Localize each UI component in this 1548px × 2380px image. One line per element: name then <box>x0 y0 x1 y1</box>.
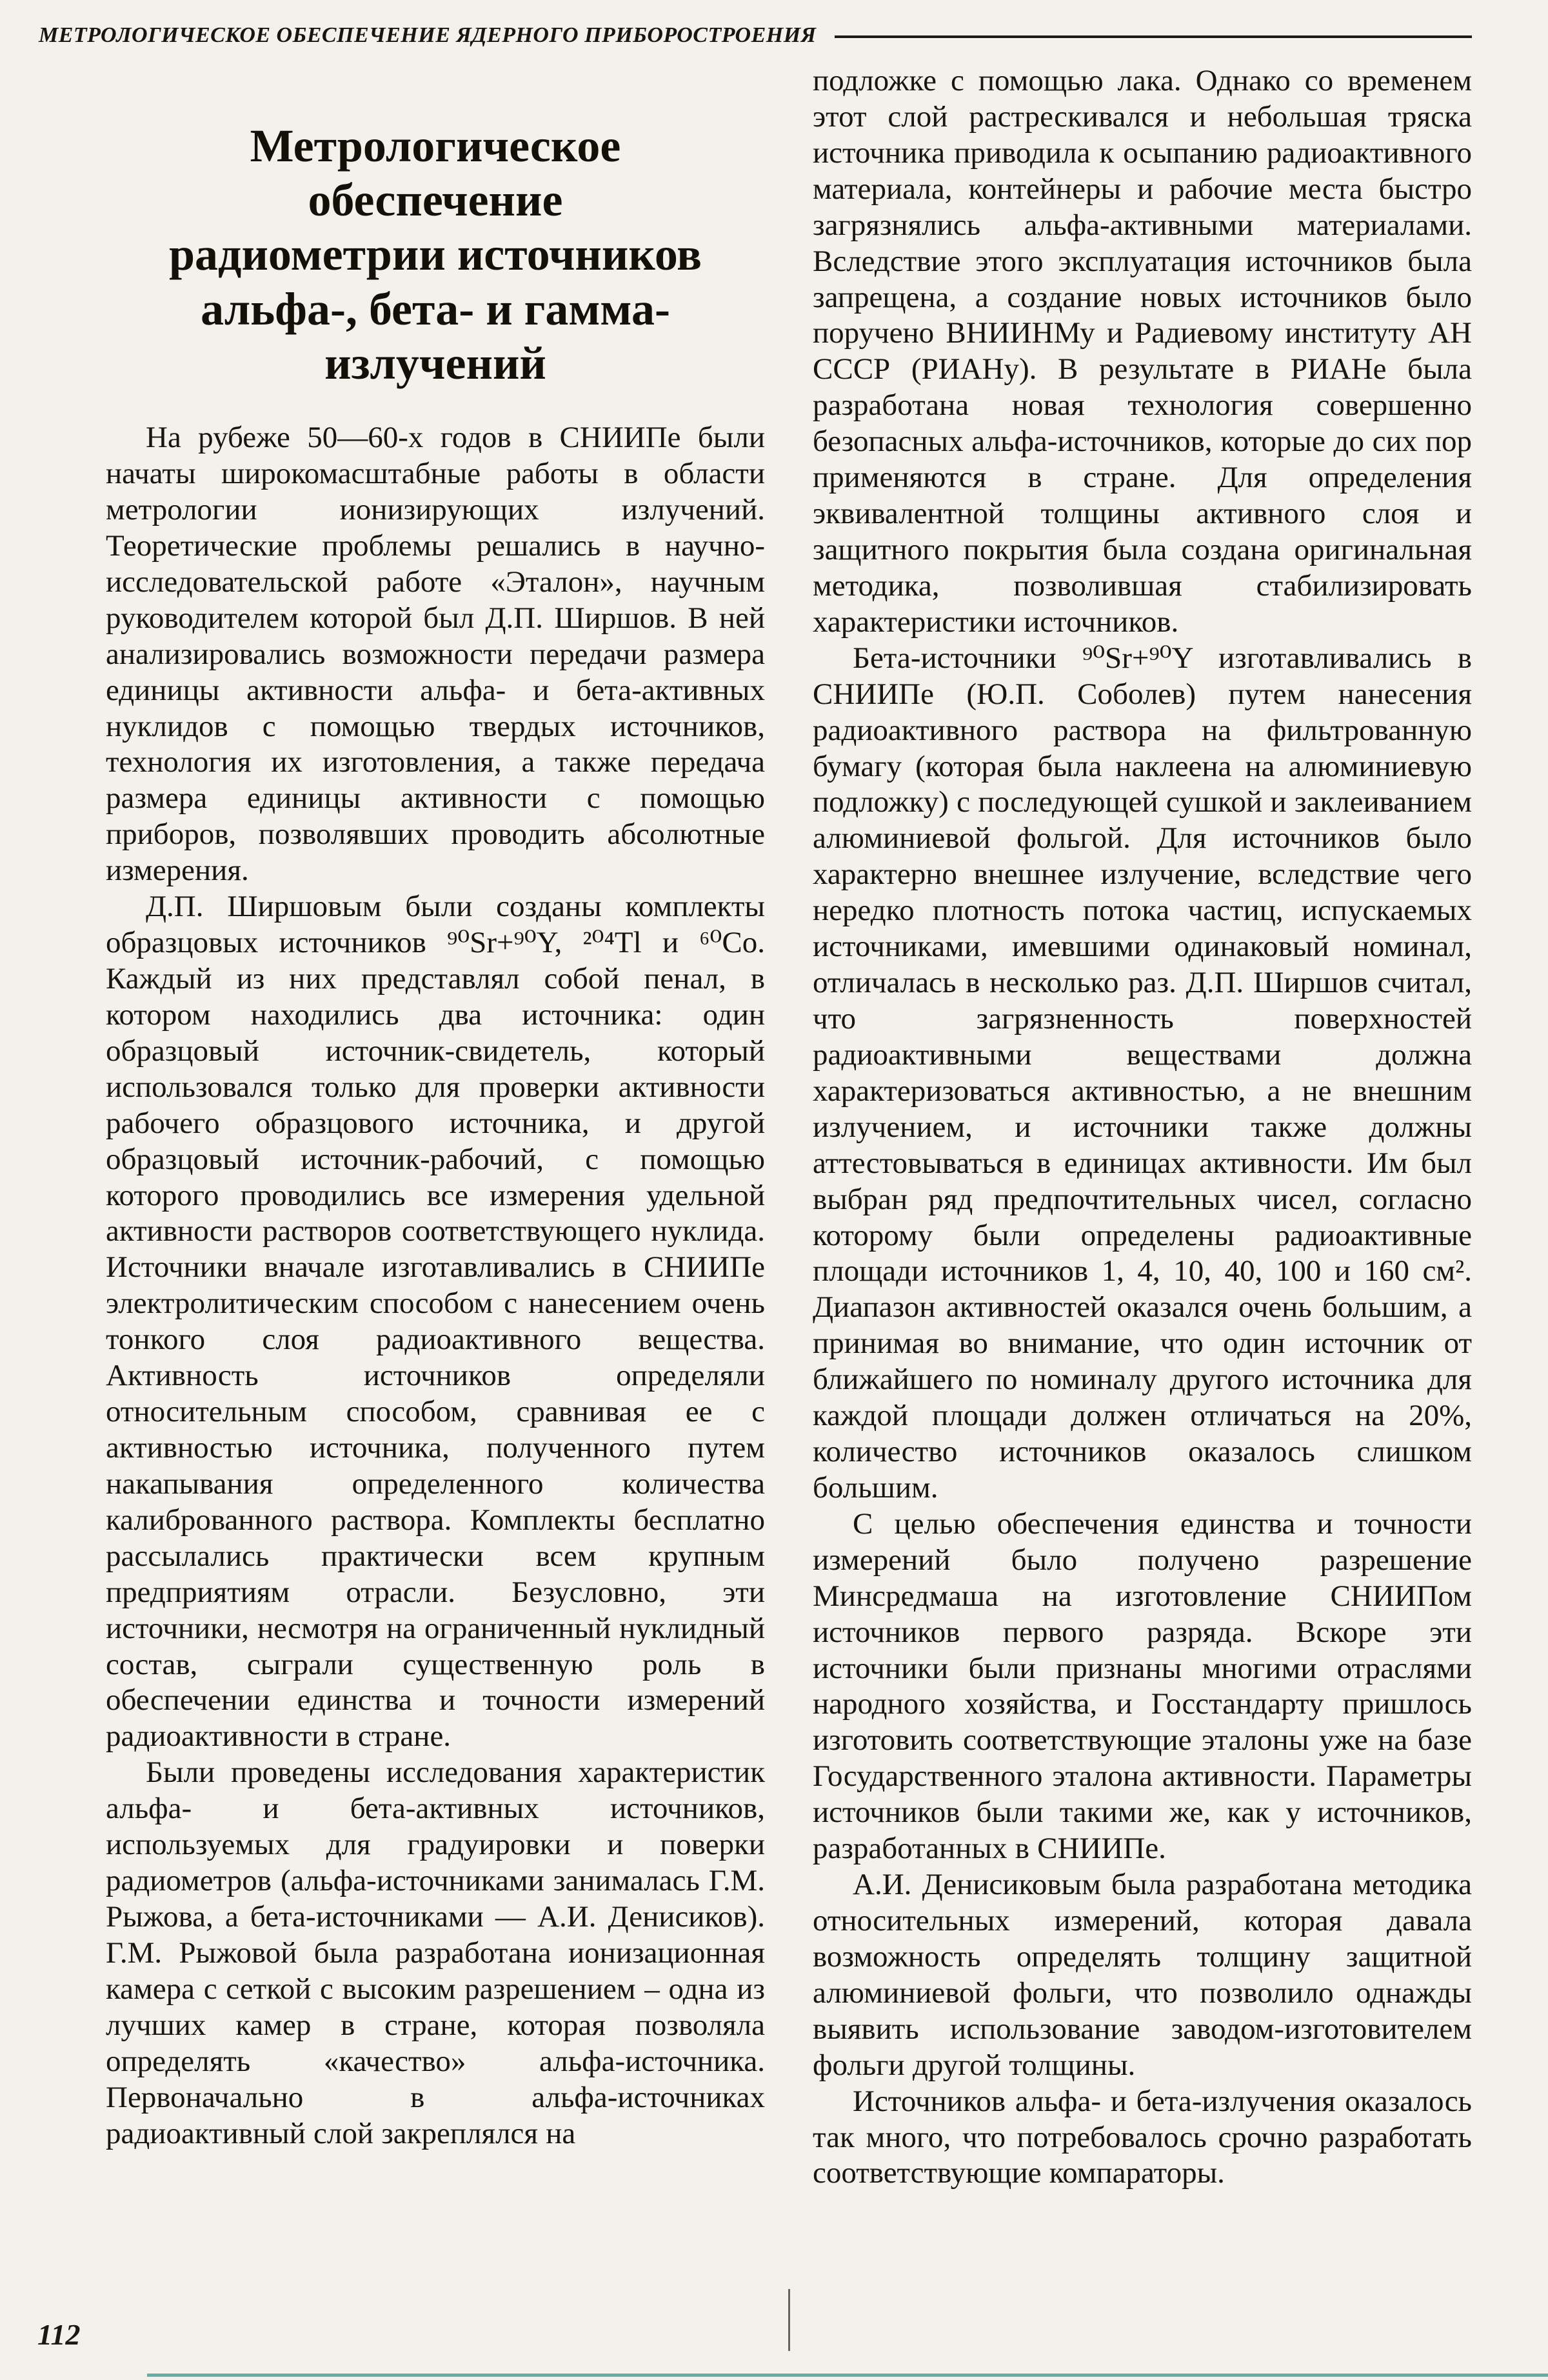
paragraph: А.И. Денисиковым была разработана методика относительных измерений, которая давала возможность определять толщину защитной алюминиевой фольги, что позволило однажды выявить использование заводом-изготовителем фольги другой толщины. <box>813 1868 1472 2082</box>
left-column <box>106 63 765 2192</box>
scan-artifact-bottom-line <box>147 2374 1548 2377</box>
paragraph: На рубеже 50—60-х годов в СНИИПе были начаты широкомасштабные работы в области метрологии ионизирующих излучений. Теоретические проблемы решались в научно-исследовательской работе «Эталон», научным руководителем которой был Д.П. Ширшов. В ней анализировались возможности передачи размера единицы активности альфа- и бета-активных нуклидов с помощью твердых источников, технология их изготовления, а также передача размера единицы активности с помощью приборов, позволявших проводить абсолютные измерения. <box>106 421 765 888</box>
paragraph: Были проведены исследования характеристик альфа- и бета-активных источников, используемых для градуировки и поверки радиометров (альфа-источниками занималась Г.М. Рыжова, а бета-источниками — А.И. Денисиков). Г.М. Рыжовой была разработана ионизационная камера с сеткой с высоким разрешением – одна из лучших камер в стране, которая позволяла определять «качество» альфа-источника. Первоначально в альфа-источниках радиоактивный слой закреплялся на <box>106 1755 765 2150</box>
title-line: обеспечение <box>308 174 563 226</box>
title-line: Метрологическое <box>250 120 621 172</box>
page-number: 112 <box>37 2318 81 2351</box>
paragraph: Источников альфа- и бета-излучения оказалось так много, что потребовалось срочно разработать соответствующие компараторы. <box>813 2084 1472 2190</box>
paragraph: С целью обеспечения единства и точности измерений было получено разрешение Минсредмаша на изготовление СНИИПом источников первого разряда. Вскоре эти источники были признаны многими отраслями народного хозяйства, и Госстандарту пришлось изготовить соответствующие эталоны уже на базе Государственного эталона активности. Параметры источников были такими же, как у источников, разработанных в СНИИПе. <box>813 1506 1472 1866</box>
title-line: излучений <box>324 337 546 389</box>
paragraph-continuation: подложке с помощью лака. Однако со временем этот слой растрескивался и небольшая тряска источника приводила к осыпанию радиоактивного материала, контейнеры и рабочие места быстро загрязнялись альфа-активными материалами. Вследствие этого эксплуатация источников была запрещена, а создание новых источников было поручено ВНИИНМу и Радиевому институту АН СССР (РИАНу). В результате в РИАНе была разработана новая технология совершенно безопасных альфа-источников, которые до сих пор применяются в стране. Для определения эквивалентной толщины активного слоя и защитного покрытия была создана оригинальная методика, позволившая стабилизировать характеристики источников. <box>813 64 1472 639</box>
article-title <box>106 119 765 390</box>
paragraph: Бета-источники ⁹⁰Sr+⁹⁰Y изготавливались в СНИИПе (Ю.П. Соболев) путем нанесения радиоактивного раствора на фильтрованную бумагу (которая была наклеена на алюминиевую подложку) с последующей сушкой и заклеиванием алюминиевой фольгой. Для источников было характерно внешнее излучение, вследствие чего нередко плотность потока частиц, испускаемых источниками, имевшими одинаковый номинал, отличалась в несколько раз. Д.П. Ширшов считал, что загрязненность поверхностей радиоактивными веществами должна характеризоваться активностью, а не внешним излучением, и источники также должны аттестовываться в единицах активности. Им был выбран ряд предпочтительных чисел, согласно которому были определены радиоактивные площади источников 1, 4, 10, 40, 100 и 160 см². Диапазон активностей оказался очень большим, а принимая во внимание, что один источник от ближайшего по номиналу другого источника для каждой площади должен отличаться на 20%, количество источников оказалось слишком большим. <box>813 641 1472 1505</box>
two-column-layout <box>39 63 1472 2192</box>
right-column <box>813 63 1472 2192</box>
running-head-rule <box>835 35 1472 38</box>
title-line: альфа-, бета- и гамма- <box>201 283 670 335</box>
running-head <box>39 23 1472 48</box>
title-line: радиометрии источников <box>168 228 702 281</box>
scan-artifact-vertical-line <box>788 2289 790 2351</box>
paragraph: Д.П. Ширшовым были созданы комплекты образцовых источников ⁹⁰Sr+⁹⁰Y, ²⁰⁴Tl и ⁶⁰Co. Каждый из них представлял собой пенал, в котором находились два источника: один образцовый источник-свидетель, который использовался только для проверки активности рабочего образцового источника, и другой образцовый источник-рабочий, с помощью которого проводились все измерения удельной активности растворов соответствующего нуклида. Источники вначале изготавливались в СНИИПе электролитическим способом с нанесением очень тонкого слоя радиоактивного вещества. Активность источников определяли относительным способом, сравнивая ее с активностью источника, полученного путем накапывания определенного количества калиброванного раствора. Комплекты бесплатно рассылались практически всем крупным предприятиям отрасли. Безусловно, эти источники, несмотря на ограниченный нуклидный состав, сыграли существенную роль в обеспечении единства и точности измерений радиоактивности в стране. <box>106 890 765 1754</box>
running-head-title: МЕТРОЛОГИЧЕСКОЕ ОБЕСПЕЧЕНИЕ ЯДЕРНОГО ПРИБОРОСТРОЕНИЯ <box>39 23 817 47</box>
